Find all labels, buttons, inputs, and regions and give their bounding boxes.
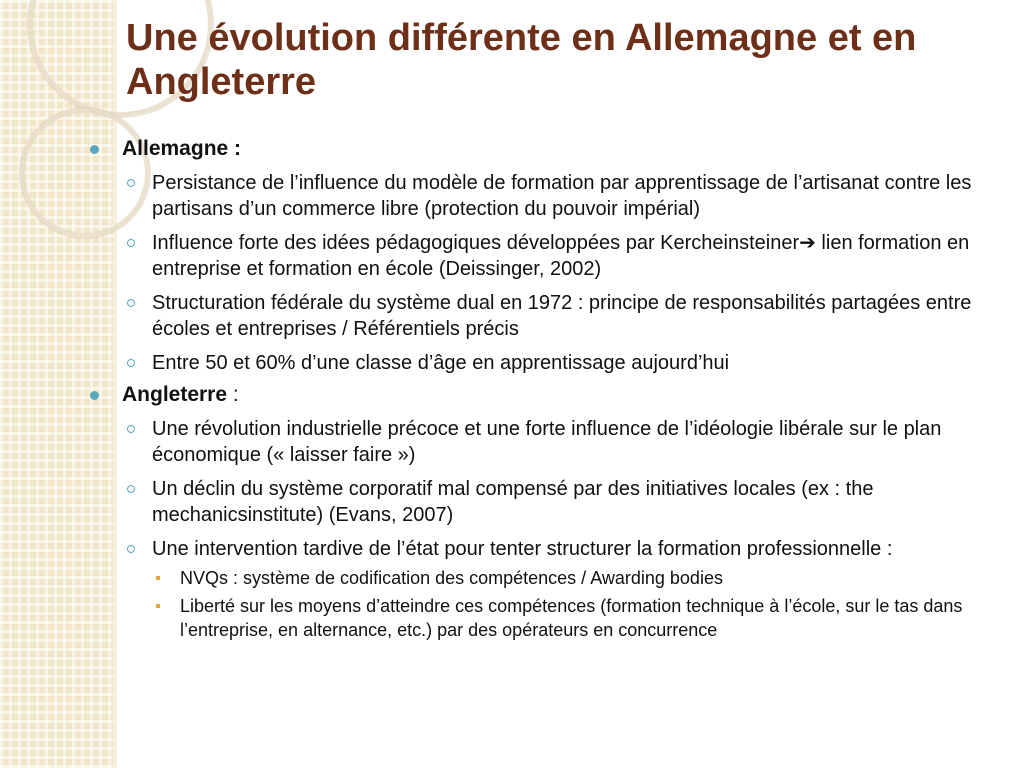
list-item bbox=[88, 416, 1008, 468]
sub-list-item-text: Liberté sur les moyens d’atteindre ces compétences (formation technique à l’école, sur le tas dans l’entreprise, en alternance, etc.) par des opérateurs en concurrence bbox=[180, 596, 963, 640]
section-germany bbox=[88, 136, 1008, 162]
list-item-text: Persistance de l’influence du modèle de formation par apprentissage de l’artisanat contre les partisans d’un commerce libre (protection du pouvoir impérial) bbox=[152, 172, 972, 220]
section-heading: Angleterre bbox=[122, 383, 228, 406]
bullet-circle-icon bbox=[127, 425, 135, 433]
bullet-square-icon bbox=[156, 576, 160, 580]
list-item bbox=[88, 476, 1008, 528]
list-item bbox=[88, 536, 1008, 562]
bullet-dot-icon bbox=[90, 145, 99, 154]
list-item bbox=[88, 230, 1008, 282]
section-heading: Allemagne : bbox=[122, 137, 242, 160]
bullet-circle-icon bbox=[127, 359, 135, 367]
list-item-text: Une intervention tardive de l’état pour tenter structurer la formation professionnelle : bbox=[152, 538, 893, 560]
list-item-text: Entre 50 et 60% d’une classe d’âge en apprentissage aujourd’hui bbox=[152, 352, 730, 374]
list-item-text: Un déclin du système corporatif mal compensé par des initiatives locales (ex : the mechanicsinstitute) (Evans, 2007) bbox=[152, 478, 874, 526]
bullet-circle-icon bbox=[127, 239, 135, 247]
list-item bbox=[88, 350, 1008, 376]
sub-list-item-text: NVQs : système de codification des compétences / Awarding bodies bbox=[180, 568, 723, 588]
bullet-circle-icon bbox=[127, 545, 135, 553]
list-item-text: Influence forte des idées pédagogiques développées par Kercheinsteiner➔ lien formation en entreprise et formation en école (Deissinger, 2002) bbox=[152, 232, 970, 280]
sub-list-item bbox=[88, 566, 1008, 590]
bullet-dot-icon bbox=[90, 391, 99, 400]
slide-body bbox=[88, 130, 1008, 642]
slide-title: Une évolution différente en Allemagne et en Angleterre bbox=[126, 17, 917, 103]
list-item bbox=[88, 170, 1008, 222]
sub-list-item bbox=[88, 594, 1008, 642]
bullet-circle-icon bbox=[127, 299, 135, 307]
bullet-circle-icon bbox=[127, 179, 135, 187]
list-item bbox=[88, 290, 1008, 342]
list-item-text: Une révolution industrielle précoce et une forte influence de l’idéologie libérale sur le plan économique (« laisser faire ») bbox=[152, 418, 942, 466]
bullet-square-icon bbox=[156, 604, 160, 608]
list-item-text: Structuration fédérale du système dual en 1972 : principe de responsabilités partagées entre écoles et entreprises / Référentiels précis bbox=[152, 292, 972, 340]
section-heading-suffix: : bbox=[227, 383, 239, 406]
section-england bbox=[88, 382, 1008, 408]
bullet-circle-icon bbox=[127, 485, 135, 493]
